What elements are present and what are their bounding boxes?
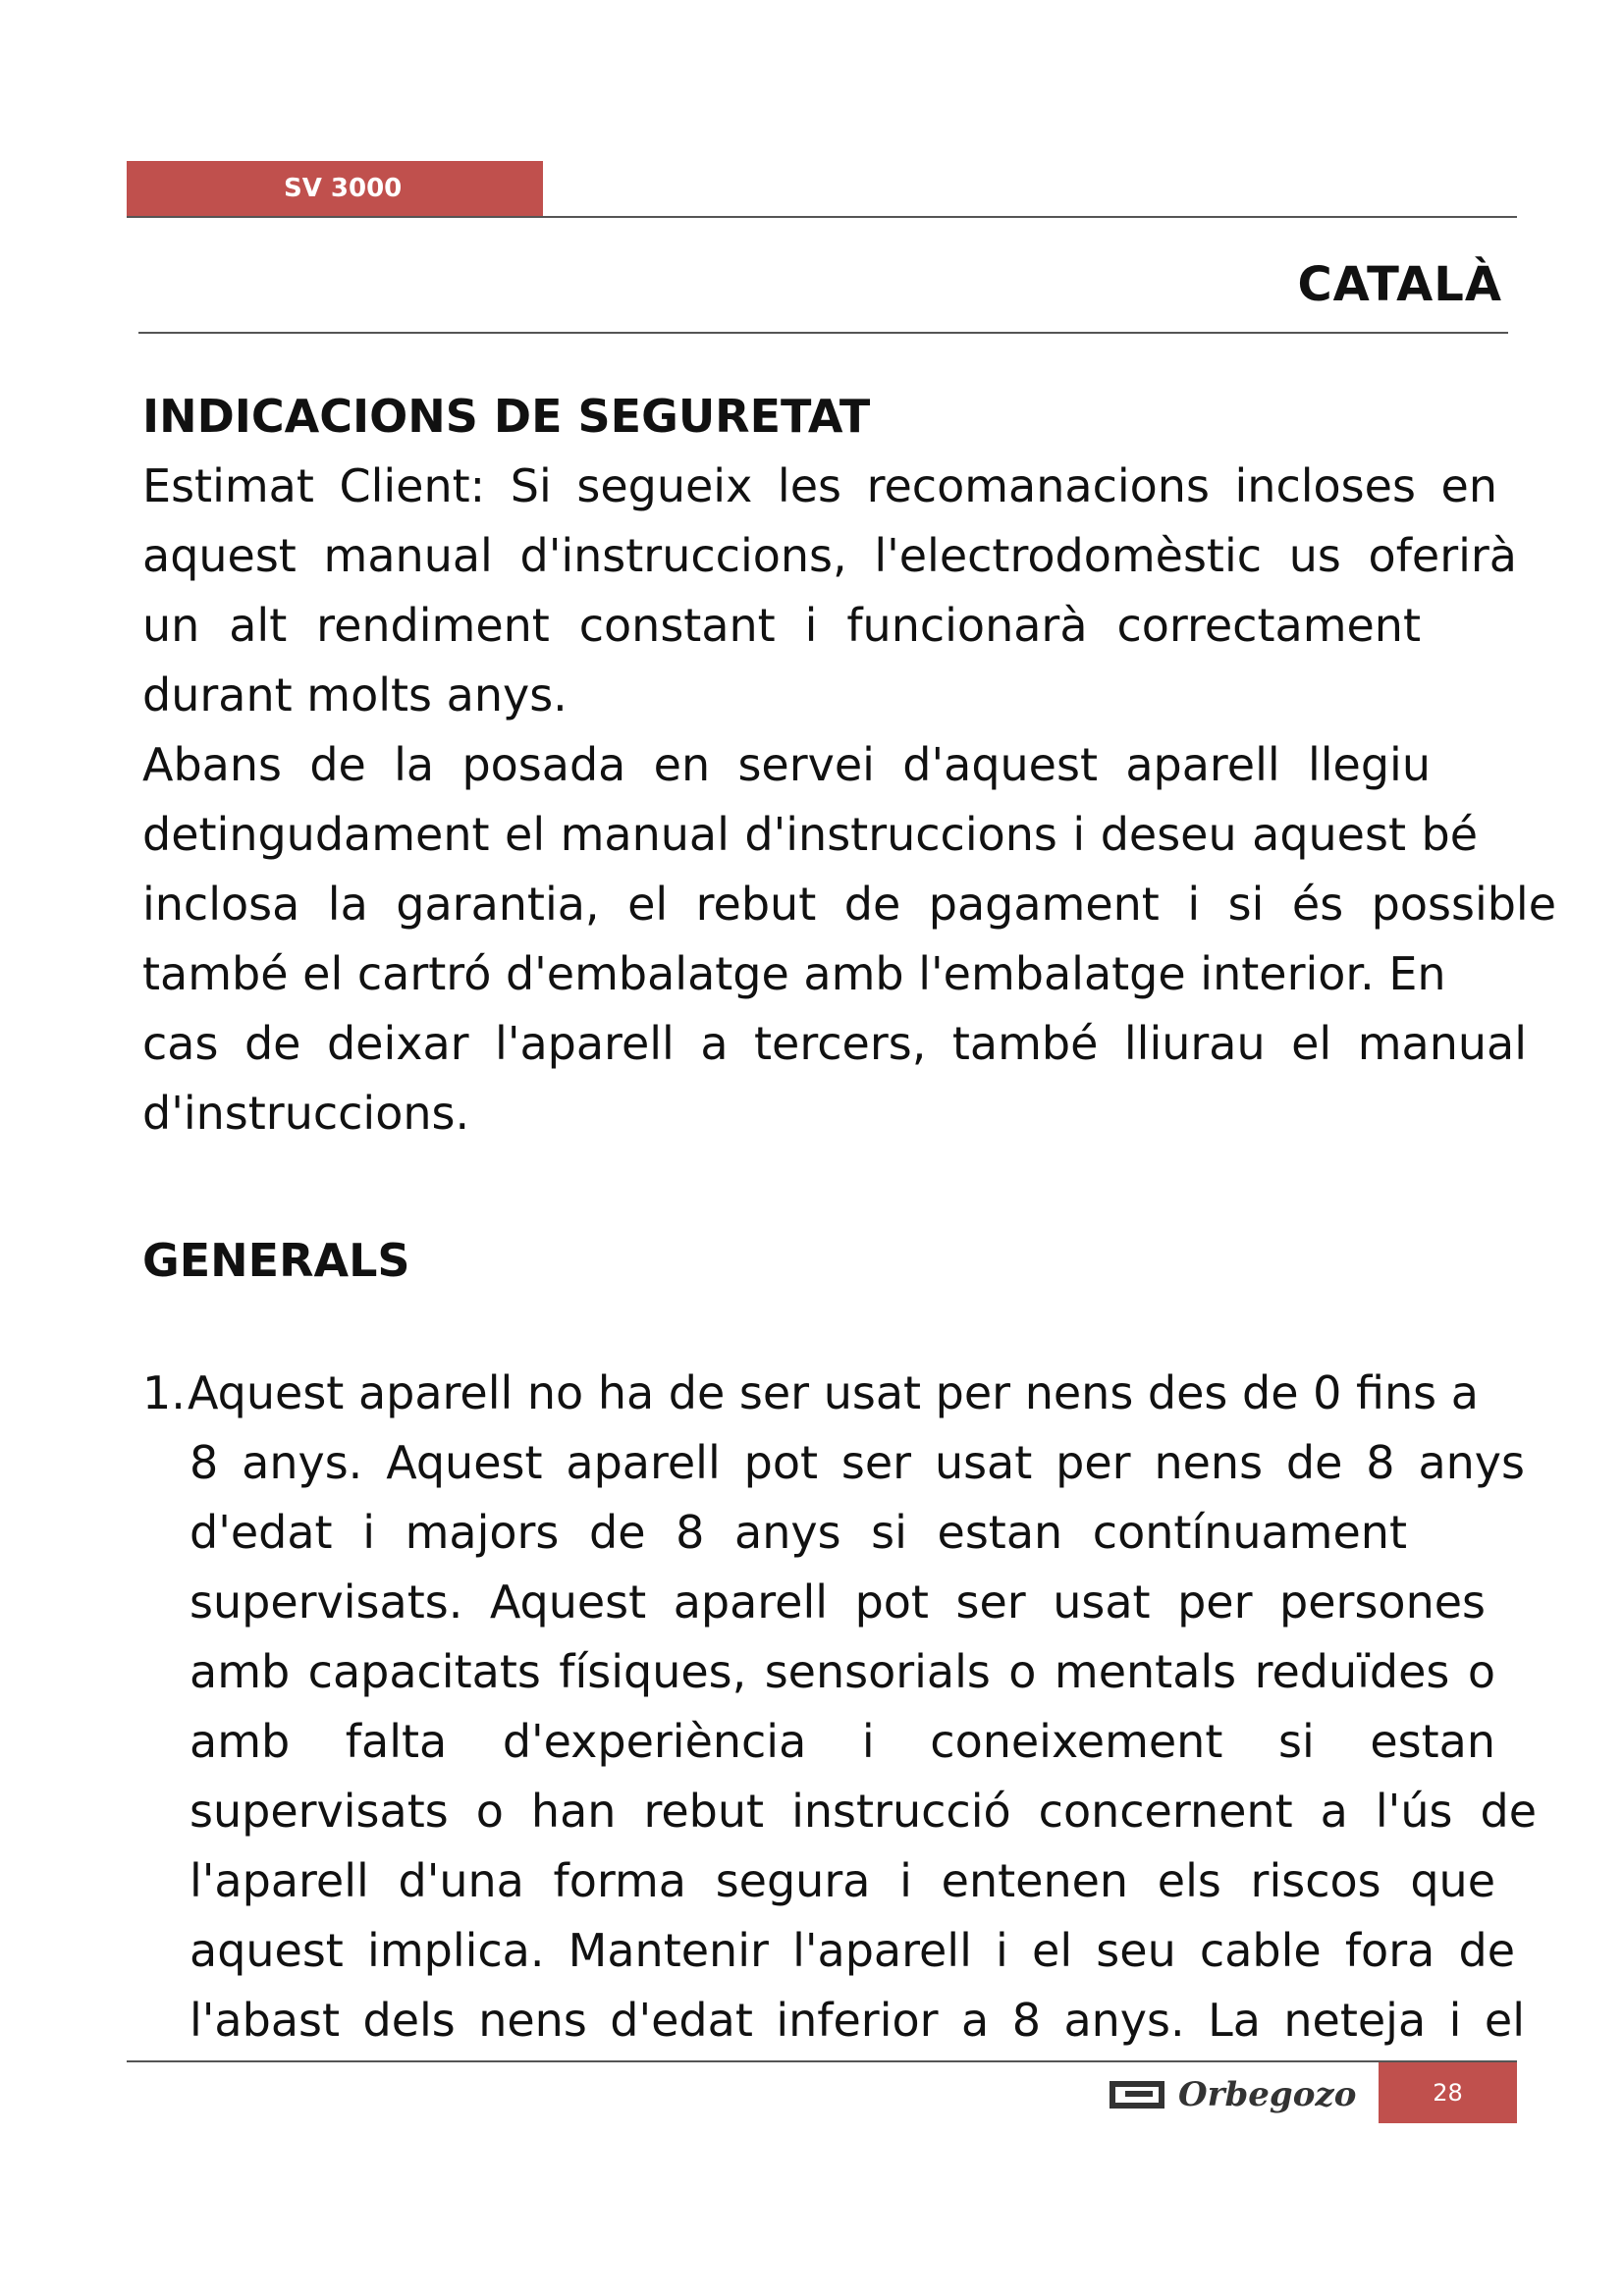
safety-line: també el cartró d'embalatge amb l'embalatge interior. En (142, 947, 1446, 1000)
header-rule (127, 216, 1517, 218)
model-label: SV 3000 (284, 174, 403, 203)
safety-line: durant molts anys. (142, 668, 568, 721)
safety-line: un alt rendiment constant i funcionarà correctament (142, 599, 1421, 652)
list-item-number: 1. (142, 1366, 186, 1419)
language-heading: CATALÀ (1297, 257, 1502, 312)
generals-line: d'edat i majors de 8 anys si estan contínuament (189, 1506, 1407, 1559)
generals-line: supervisats o han rebut instrucció concernent a l'ús de (189, 1785, 1537, 1838)
generals-line: amb capacitats físiques, sensorials o mentals reduïdes o (189, 1645, 1495, 1698)
safety-paragraph (142, 452, 1556, 1148)
page-number: 28 (1433, 2079, 1463, 2107)
safety-line: inclosa la garantia, el rebut de pagament i si és possible (142, 878, 1556, 931)
brand-name: Orbegozo (1178, 2075, 1357, 2114)
generals-line: amb falta d'experiència i coneixement si estan (189, 1715, 1495, 1768)
safety-line: Abans de la posada en servei d'aquest aparell llegiu (142, 738, 1431, 791)
brand-logo (1110, 2069, 1356, 2120)
footer-rule (127, 2060, 1517, 2062)
safety-line: Estimat Client: Si segueix les recomanacions incloses en (142, 459, 1497, 512)
safety-line: aquest manual d'instruccions, l'electrodomèstic us oferirà (142, 529, 1517, 582)
generals-line: 8 anys. Aquest aparell pot ser usat per nens de 8 anys (189, 1436, 1525, 1489)
generals-line: l'aparell d'una forma segura i entenen els riscos que (189, 1854, 1495, 1907)
generals-line: supervisats. Aquest aparell pot ser usat per persones (189, 1575, 1486, 1629)
brand-mark-icon (1110, 2081, 1164, 2109)
safety-line: detingudament el manual d'instruccions i deseu aquest bé (142, 808, 1478, 861)
generals-line: l'abast dels nens d'edat inferior a 8 anys. La neteja i el (189, 1994, 1525, 2047)
safety-title: INDICACIONS DE SEGURETAT (142, 390, 871, 443)
generals-title: GENERALS (142, 1234, 410, 1287)
generals-line: Aquest aparell no ha de ser usat per nens des de 0 fins a (188, 1366, 1479, 1419)
page-number-box (1379, 2062, 1517, 2123)
generals-line: aquest implica. Mantenir l'aparell i el seu cable fora de (189, 1924, 1515, 1977)
safety-line: cas de deixar l'aparell a tercers, també lliurau el manual (142, 1017, 1527, 1070)
language-rule (138, 332, 1508, 334)
model-tab (127, 161, 543, 217)
generals-list-item (142, 1359, 1556, 2056)
page-content (142, 381, 1556, 2056)
safety-line: d'instruccions. (142, 1087, 470, 1140)
